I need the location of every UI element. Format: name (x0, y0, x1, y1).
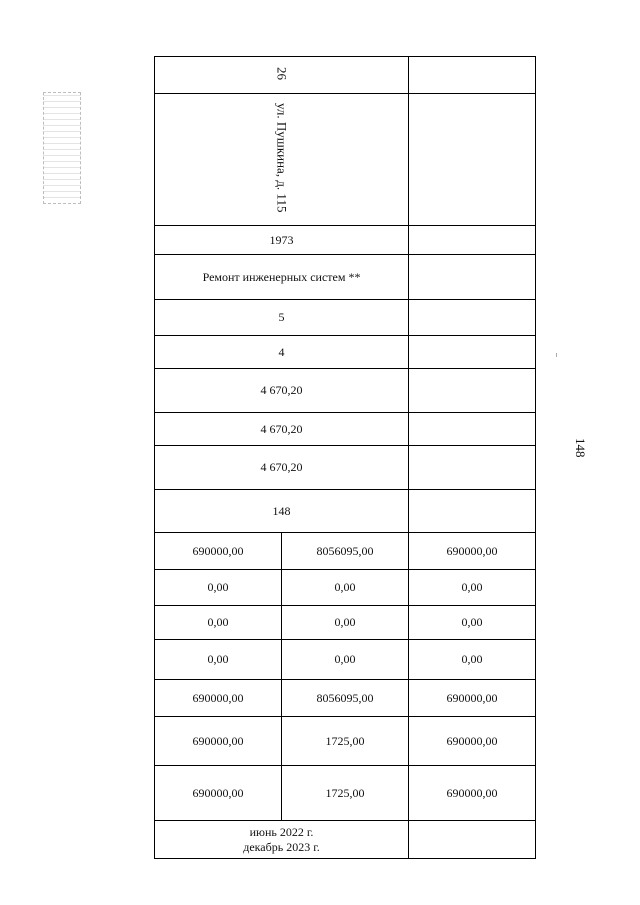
table-row (155, 680, 536, 717)
building-address: ул. Пушкина, д. 115 (274, 102, 290, 213)
empty-cell (409, 446, 536, 490)
empty-cell (409, 336, 536, 369)
page-number: 148 (573, 438, 588, 458)
finance-cell: 690000,00 (409, 533, 536, 570)
area-premises-cell (155, 413, 409, 446)
empty-cell (409, 821, 536, 859)
margin-tick (556, 353, 557, 357)
table-row (155, 606, 536, 640)
building-year: 1973 (269, 232, 294, 247)
finance-cell: 0,00 (409, 570, 536, 606)
document-table (154, 56, 536, 859)
empty-cell (409, 490, 536, 533)
residents: 148 (272, 503, 291, 518)
finance-cell: 8056095,00 (282, 680, 409, 717)
table-row (155, 413, 536, 446)
table-row (155, 490, 536, 533)
finance-cell: 0,00 (282, 570, 409, 606)
finance-cell: 0,00 (282, 606, 409, 640)
building-number-cell (155, 57, 409, 94)
address-cell (155, 94, 409, 226)
table-row (155, 300, 536, 336)
stamp-mark (43, 92, 81, 204)
table-row (155, 533, 536, 570)
area-residential-cell (155, 446, 409, 490)
table-row (155, 640, 536, 680)
finance-cell: 1725,00 (282, 717, 409, 766)
entrances-cell (155, 336, 409, 369)
finance-cell: 690000,00 (155, 680, 282, 717)
area-premises: 4 670,20 (260, 421, 303, 436)
year-cell (155, 226, 409, 255)
finance-cell: 690000,00 (409, 766, 536, 821)
table-row (155, 821, 536, 859)
finance-cell: 690000,00 (155, 533, 282, 570)
finance-cell: 0,00 (155, 570, 282, 606)
floors-cell (155, 300, 409, 336)
residents-cell (155, 490, 409, 533)
table-row (155, 446, 536, 490)
table-row (155, 226, 536, 255)
empty-cell (409, 57, 536, 94)
work-type: Ремонт инженерных систем ** (202, 269, 361, 284)
finance-cell: 0,00 (409, 640, 536, 680)
finance-cell: 8056095,00 (282, 533, 409, 570)
area-residential: 4 670,20 (260, 460, 303, 474)
empty-cell (409, 226, 536, 255)
table-row (155, 369, 536, 413)
area-total: 4 670,20 (260, 383, 303, 397)
table-row (155, 255, 536, 300)
table-row (155, 336, 536, 369)
finance-cell: 690000,00 (155, 766, 282, 821)
period-end: декабрь 2023 г. (243, 839, 320, 854)
finance-cell: 0,00 (155, 606, 282, 640)
empty-cell (409, 413, 536, 446)
period-cell (155, 821, 409, 859)
work-type-cell (155, 255, 409, 300)
finance-cell: 0,00 (409, 606, 536, 640)
empty-cell (409, 255, 536, 300)
table-row (155, 94, 536, 226)
finance-cell: 0,00 (155, 640, 282, 680)
table-row (155, 570, 536, 606)
table-row (155, 717, 536, 766)
table-row (155, 766, 536, 821)
finance-cell: 1725,00 (282, 766, 409, 821)
finance-cell: 690000,00 (409, 717, 536, 766)
area-total-cell (155, 369, 409, 413)
finance-cell: 690000,00 (409, 680, 536, 717)
floors: 5 (278, 310, 285, 324)
empty-cell (409, 369, 536, 413)
table-row (155, 57, 536, 94)
finance-cell: 690000,00 (155, 717, 282, 766)
finance-cell: 0,00 (282, 640, 409, 680)
entrances: 4 (278, 344, 285, 359)
empty-cell (409, 94, 536, 226)
period-start: июнь 2022 г. (249, 824, 314, 839)
building-number: 26 (274, 66, 290, 80)
empty-cell (409, 300, 536, 336)
